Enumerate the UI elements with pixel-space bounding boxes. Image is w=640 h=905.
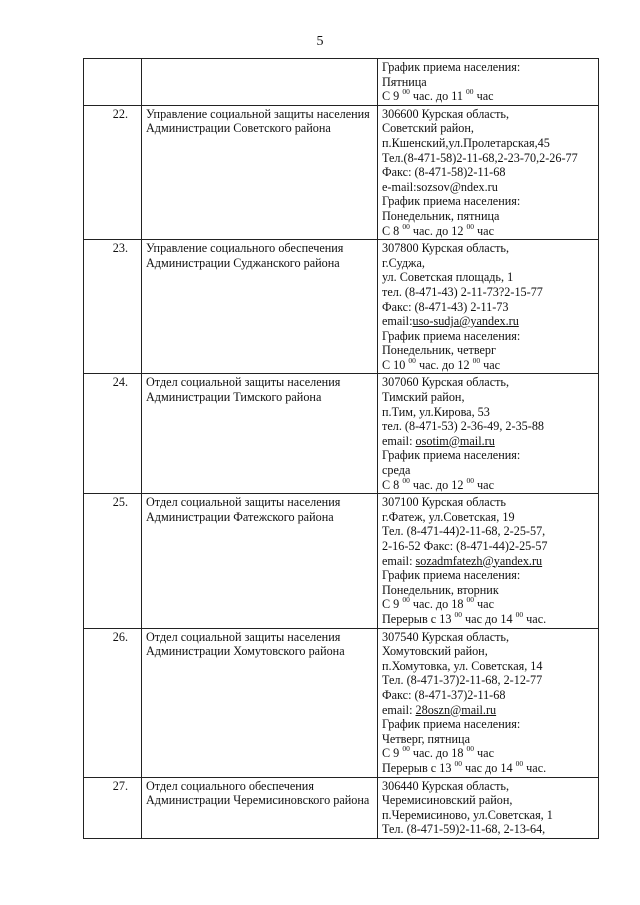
info-line: среда [382,463,411,478]
email-link[interactable]: uso-sudja@yandex.ru [412,314,519,329]
minutes-superscript: 00 [402,87,410,97]
minutes-superscript: 00 [402,744,410,754]
schedule-text: С 9 [382,597,403,612]
info-line: тел. (8-471-43) 2-11-73?2-15-77 [382,284,543,299]
schedule-text: час. до 12 [415,357,473,372]
info-line: Хомутовский район, [382,644,488,659]
contact-info [378,374,599,494]
email-line [382,434,594,449]
info-line: График приема населения: [382,448,521,463]
row-number: 25. [84,494,142,628]
info-line: Советский район, [382,121,474,136]
info-line: п.Тим, ул.Кирова, 53 [382,404,490,419]
schedule-text: С 10 [382,357,409,372]
table-body [84,59,599,839]
table-row [84,240,599,374]
info-line: 2-16-52 Факс: (8-471-44)2-25-57 [382,539,548,553]
minutes-superscript: 00 [454,758,462,768]
info-line: Понедельник, вторник [382,582,499,597]
row-number [84,59,142,106]
schedule-text: час [480,357,501,372]
table-row [84,494,599,628]
schedule-text: час [473,89,494,104]
info-line: ул. Советская площадь, 1 [382,270,514,285]
email-link[interactable]: 28oszn@mail.ru [415,702,497,717]
row-number: 23. [84,240,142,374]
row-number: 22. [84,105,142,239]
info-line: График приема населения: [382,717,521,732]
contact-info [378,628,599,777]
info-line: График приема населения: [382,328,521,343]
info-line: Тел.(8-471-58)2-11-68,2-23-70,2-26-77 [382,150,578,165]
info-line: Пятница [382,74,427,89]
schedule-text: час до 14 [462,760,516,775]
info-line: 306440 Курская область, [382,778,510,793]
schedule-text: час до 14 [462,611,516,626]
email-label: email: [382,433,416,448]
contact-info [378,494,599,628]
schedule-text: час [474,746,494,761]
info-line: График приема населения: [382,568,521,583]
info-line: Факс: (8-471-43) 2-11-73 [382,299,509,314]
schedule-text: С 8 [382,223,403,238]
info-line: 307800 Курская область, [382,241,510,256]
email-label: email: [382,553,416,568]
schedule-text: Перерыв с 13 [382,760,455,775]
schedule-text: час [474,223,494,238]
schedule-hours-line [382,221,594,239]
schedule-text: час. до 18 [409,746,467,761]
info-line: п.Кшенский,ул.Пролетарская,45 [382,135,550,150]
minutes-superscript: 00 [408,355,416,365]
email-label: email: [382,314,413,329]
email-label: email: [382,702,416,717]
info-line: п.Черемисиново, ул.Советская, 1 [382,807,553,822]
schedule-hours-line [382,746,594,761]
schedule-text: С 9 [382,89,403,104]
info-line: Тимский район, [382,390,465,405]
minutes-superscript: 00 [402,595,410,605]
minutes-superscript: 00 [454,609,462,619]
info-line: График приема населения: [382,60,521,74]
info-line: Факс: (8-471-58)2-11-68 [382,165,506,180]
schedule-text: Перерыв с 13 [382,611,455,626]
info-line: г.Суджа, [382,255,425,270]
row-number: 26. [84,628,142,777]
minutes-superscript: 00 [402,221,410,231]
contacts-table [83,58,599,839]
table-row [84,628,599,777]
schedule-hours-line [382,89,594,104]
info-line: 307540 Курская область, [382,629,510,644]
schedule-text: час. [523,611,547,626]
organization-name: Управление социального обеспечения Администрации Суджанского района [142,240,378,374]
info-line: e-mail:sozsov@ndex.ru [382,179,498,194]
info-line: 306600 Курская область, [382,106,510,121]
info-line: Факс: (8-471-37)2-11-68 [382,687,506,702]
info-line: Понедельник, четверг [382,343,497,358]
email-link[interactable]: osotim@mail.ru [415,433,495,448]
table-row [84,105,599,239]
minutes-superscript: 00 [402,475,410,485]
info-line: Тел. (8-471-44)2-11-68, 2-25-57, [382,524,546,539]
minutes-superscript: 00 [515,758,524,768]
schedule-text: час [474,597,494,612]
email-line [382,703,594,718]
table-row [84,374,599,494]
page-number: 5 [316,34,324,49]
organization-name: Отдел социального обеспечения Администрации Черемисиновского района [142,777,378,838]
info-line: Черемисиновский район, [382,793,513,808]
row-number: 27. [84,777,142,838]
schedule-text: С 8 [382,477,403,492]
info-line: Тел. (8-471-37)2-11-68, 2-12-77 [382,673,543,688]
contact-info [378,777,599,838]
schedule-text: час. [523,760,547,775]
organization-name: Отдел социальной защиты населения Администрации Тимского района [142,374,378,494]
info-line: п.Хомутовка, ул. Советская, 14 [382,658,543,673]
schedule-text: час. до 12 [409,223,467,238]
organization-name [142,59,378,106]
organization-name: Отдел социальной защиты населения Администрации Фатежского района [142,494,378,628]
minutes-superscript: 00 [466,595,474,605]
info-line: Четверг, пятница [382,731,470,746]
minutes-superscript: 00 [466,221,474,231]
schedule-text: час [474,477,494,492]
organization-name: Отдел социальной защиты населения Администрации Хомутовского района [142,628,378,777]
row-number: 24. [84,374,142,494]
info-line: 307100 Курская область [382,495,506,510]
schedule-hours-line [382,609,594,627]
schedule-text: час. до 18 [409,597,467,612]
table-row [84,777,599,838]
minutes-superscript: 00 [472,355,481,365]
info-line: тел. (8-471-53) 2-36-49, 2-35-88 [382,419,545,434]
schedule-text: час. до 11 [409,89,467,104]
schedule-hours-line [382,355,594,373]
table-row [84,59,599,106]
minutes-superscript: 00 [515,609,524,619]
email-line [382,554,594,569]
schedule-hours-line [382,597,594,612]
info-line: Понедельник, пятница [382,208,500,223]
info-line: График приема населения: [382,194,521,209]
schedule-text: час. до 12 [409,477,467,492]
email-line [382,314,594,329]
minutes-superscript: 00 [466,475,474,485]
schedule-hours-line [382,758,594,776]
minutes-superscript: 00 [466,744,474,754]
info-line: Тел. (8-471-59)2-11-68, 2-13-64, [382,822,546,837]
contact-info [378,105,599,239]
schedule-text: С 9 [382,746,403,761]
minutes-superscript: 00 [466,87,474,97]
contact-info [378,59,599,106]
organization-name: Управление социальной защиты населения Администрации Советского района [142,105,378,239]
info-line: 307060 Курская область, [382,375,510,390]
info-line: г.Фатеж, ул.Советская, 19 [382,509,515,524]
email-link[interactable]: sozadmfatezh@yandex.ru [415,553,543,568]
schedule-hours-line [382,475,594,493]
contact-info [378,240,599,374]
